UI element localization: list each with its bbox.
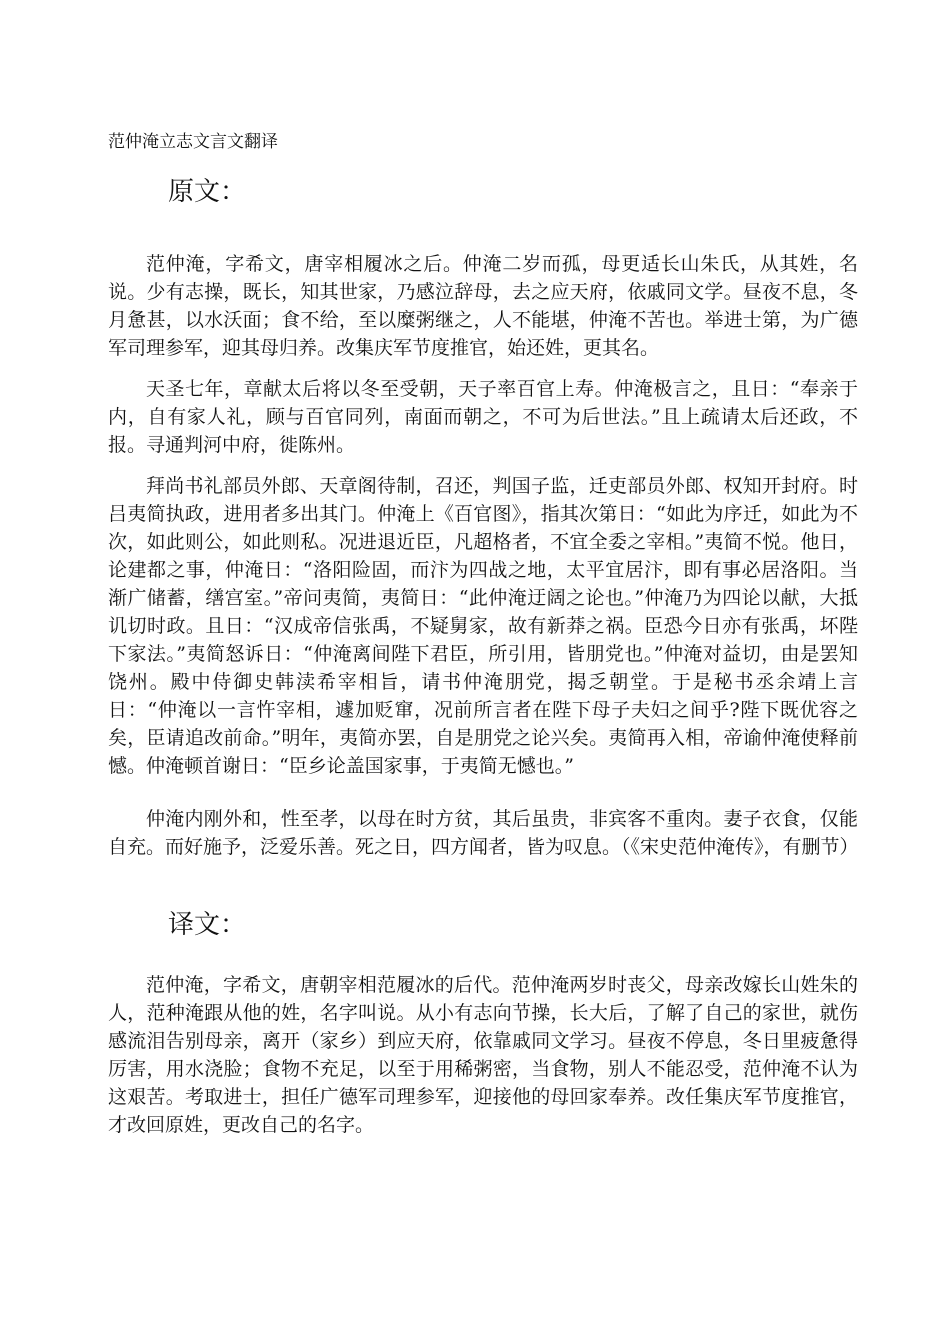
original-paragraph-2: 天圣七年，章献太后将以冬至受朝，天子率百官上寿。仲淹极言之，且日：“奉亲于内，自有家人礼，顾与百官同列，南面而朝之，不可为后世法。”且上疏请太后还政，不报。寻通判河中府，徙陈州。 xyxy=(108,378,858,456)
original-text-heading: 原文： xyxy=(168,177,247,207)
translation-paragraph-1: 范仲淹，字希文，唐朝宰相范履冰的后代。范仲淹两岁时丧父，母亲改嫁长山姓朱的人，范种淹跟从他的姓，名字叫说。从小有志向节操，长大后，了解了自己的家世，就伤感流泪告别母亲，离开（家乡）到应天府，依靠戚同文学习。昼夜不停息，冬日里疲惫得厉害，用水浇脸；食物不充足，以至于用稀粥密，当食物，别人不能忍受，范仲淹不认为这艰苦。考取进士，担任广德军司理参军，迎接他的母回家奉养。改任集庆军节度推官，才改回原姓，更改自己的名字。 xyxy=(108,974,858,1136)
original-paragraph-3: 拜尚书礼部员外郎、天章阁待制，召还，判国子监，迁吏部员外郎、权知开封府。时吕夷简执政，进用者多出其门。仲淹上《百官图》，指其次第日：“如此为序迁，如此为不次，如此则公，如此则私。况进退近臣，凡超格者，不宜全委之宰相。”夷简不悦。他日，论建都之事，仲淹日：“洛阳险固，而汴为四战之地，太平宜居汴，即有事必居洛阳。当渐广储蓄，缮宫室。”帝问夷简，夷简日：“此仲淹迂阔之论也。”仲淹乃为四论以献，大抵讥切时政。且日：“汉成帝信张禹，不疑舅家，故有新莽之祸。臣恐今日亦有张禹，坏陛下家法。”夷简怒诉日：“仲淹离间陛下君臣，所引用，皆朋党也。”仲淹对益切，由是罢知饶州。殿中侍御史韩渎希宰相旨，请书仲淹朋党，揭乏朝堂。于是秘书丞余靖上言日：“仲淹以一言忤宰相，遽加贬窜，况前所言者在陛下母子夫妇之间乎?陛下既优容之矣，臣请追改前命。”明年，夷简亦罢，自是朋党之论兴矣。夷简再入相，帝谕仲淹使释前憾。仲淹顿首谢日：“臣乡论盖国家事，于夷简无憾也。” xyxy=(108,475,858,777)
original-paragraph-4: 仲淹内刚外和，性至孝，以母在时方贫，其后虽贵，非宾客不重肉。妻子衣食，仅能自充。而好施予，泛爱乐善。死之日，四方闻者，皆为叹息。（《宋史范仲淹传》，有删节） xyxy=(108,808,859,858)
original-paragraph-1: 范仲淹，字希文，唐宰相履冰之后。仲淹二岁而孤，母更适长山朱氏，从其姓，名说。少有志操，既长，知其世家，乃感泣辞母，去之应天府，依戚同文学。昼夜不息，冬月惫甚，以水沃面；食不给，至以糜粥继之，人不能堪，仲淹不苦也。举进士第，为广德军司理参军，迎其母归养。改集庆军节度推官，始还姓，更其名。 xyxy=(108,253,858,359)
document-title: 范仲淹立志文言文翻译 xyxy=(108,132,278,152)
translation-heading: 译文： xyxy=(168,910,247,940)
